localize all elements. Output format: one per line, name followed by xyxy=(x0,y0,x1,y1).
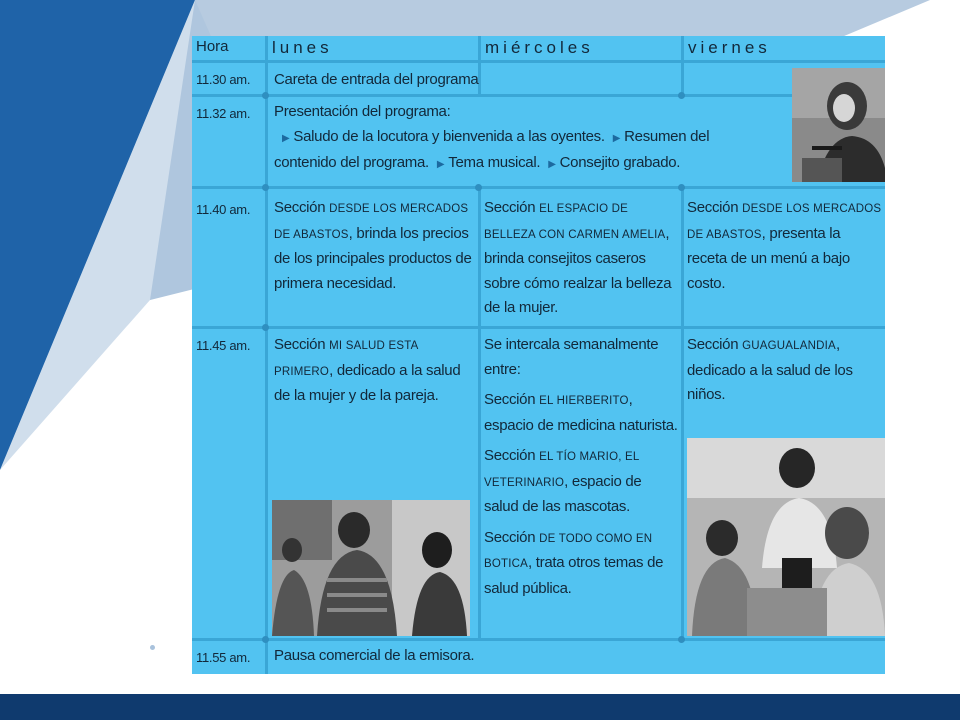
lunes-1145-cell: Sección MI SALUD ESTA PRIMERO, dedicado a la salud de la mujer y de la pareja. xyxy=(274,336,461,404)
presentacion-item: Resumen del xyxy=(624,127,710,145)
rotating-section: Sección EL HIERBERITO, espacio de medicina naturista. xyxy=(484,391,678,434)
header-hora: Hora xyxy=(196,38,229,55)
grid-line xyxy=(192,638,885,641)
presentacion-item: contenido del programa. xyxy=(274,154,429,171)
grid-line xyxy=(681,186,684,638)
section-name: MI SALUD ESTA PRIMERO xyxy=(274,340,418,378)
announcer-photo xyxy=(792,68,885,182)
header-lunes: lunes xyxy=(272,38,333,57)
section-description: espacio de salud de las mascotas. xyxy=(484,472,642,515)
grid-node xyxy=(262,324,269,331)
row-careta xyxy=(274,68,774,93)
triangle-bullet-icon: ▶ xyxy=(282,132,290,144)
triangle-bullet-icon: ▶ xyxy=(436,159,445,170)
grid-node xyxy=(262,636,269,643)
section-name: DE TODO COMO EN BOTICA xyxy=(484,532,653,570)
time-slot: 11.45 am. xyxy=(196,338,251,353)
viernes-1145-cell: Sección GUAGUALANDIA, dedicado a la salud de los niños. xyxy=(687,336,853,403)
header-miercoles: miércoles xyxy=(485,38,594,57)
section-description: espacio de medicina naturista. xyxy=(484,416,678,434)
rotating-section: Sección EL TÍO MARIO, EL VETERINARIO, espacio de salud de las mascotas. xyxy=(484,447,642,515)
lunes-1140-cell: Sección DESDE LOS MERCADOS DE ABASTOS, brinda los precios de los principales productos de primera necesidad. xyxy=(274,199,472,292)
presentacion-items-line2 xyxy=(274,151,784,178)
section-description: dedicado a la salud de los niños. xyxy=(687,361,853,403)
triangle-bullet-icon: ▶ xyxy=(612,132,621,144)
grid-line xyxy=(265,36,268,674)
time-slot: 11.55 am. xyxy=(196,650,251,665)
grid-node xyxy=(475,184,482,191)
presentacion-title: Presentación del programa: xyxy=(274,103,451,120)
row-pausa xyxy=(274,644,774,669)
time-slot: 11.40 am. xyxy=(196,202,251,217)
miercoles-1145-cell xyxy=(484,333,678,601)
section-description: brinda los precios de los principales productos de primera necesidad. xyxy=(274,224,472,292)
time-slot: 11.30 am. xyxy=(196,72,251,87)
time-slot: 11.32 am. xyxy=(196,106,251,121)
radio-schedule-table xyxy=(192,36,885,674)
presentacion-item: Consejito grabado. xyxy=(559,154,681,171)
section-name: DESDE LOS MERCADOS DE ABASTOS xyxy=(687,203,882,241)
section-name: DESDE LOS MERCADOS DE ABASTOS xyxy=(274,203,469,241)
miercoles-1140-cell: Sección EL ESPACIO DE BELLEZA CON CARMEN AMELIA, brinda consejitos caseros sobre cómo realzar la belleza de la mujer. xyxy=(484,199,672,316)
grid-line xyxy=(192,326,885,329)
section-prefix: Sección xyxy=(484,199,536,216)
rotation-intro: Se intercala semanalmente entre: xyxy=(484,336,659,378)
section-description: presenta la receta de un menú a bajo costo. xyxy=(687,224,850,292)
section-name: EL ESPACIO DE BELLEZA CON CARMEN AMELIA xyxy=(484,203,666,241)
section-prefix: Sección xyxy=(484,528,536,546)
grid-node xyxy=(678,184,685,191)
presentacion-items-line1 xyxy=(274,125,784,152)
consultation-photo-image xyxy=(272,500,470,636)
section-prefix: Sección xyxy=(687,336,739,353)
grid-line xyxy=(192,186,885,189)
section-description: brinda consejitos caseros sobre cómo realzar la belleza de la mujer. xyxy=(484,250,672,316)
section-description: dedicado a la salud de la mujer y de la pareja. xyxy=(274,361,461,404)
consultation-photo xyxy=(272,500,470,636)
row-presentacion xyxy=(274,100,784,178)
grid-line xyxy=(192,94,885,97)
section-prefix: Sección xyxy=(687,199,739,216)
section-prefix: Sección xyxy=(274,199,326,216)
header-viernes: viernes xyxy=(688,38,771,57)
section-name: EL HIERBERITO xyxy=(539,395,629,407)
rotating-section: Sección DE TODO COMO EN BOTICA, trata otros temas de salud pública. xyxy=(484,528,664,597)
grid-node xyxy=(678,92,685,99)
grid-node xyxy=(678,636,685,643)
presentacion-item: Tema musical. xyxy=(448,154,541,171)
section-name: EL TÍO MARIO, EL VETERINARIO xyxy=(484,451,640,489)
grid-line xyxy=(192,60,885,63)
presentacion-item: Saludo de la locutora y bienvenida a las oyentes. xyxy=(293,127,605,145)
grid-node xyxy=(262,184,269,191)
section-prefix: Sección xyxy=(484,447,536,464)
section-name: GUAGUALANDIA xyxy=(742,340,836,352)
section-prefix: Sección xyxy=(484,391,536,408)
bullet-dot xyxy=(150,645,155,650)
grid-line xyxy=(478,186,481,638)
grid-node xyxy=(262,92,269,99)
viernes-1140-cell: Sección DESDE LOS MERCADOS DE ABASTOS, presenta la receta de un menú a bajo costo. xyxy=(687,199,882,292)
group-photo xyxy=(687,438,885,636)
careta-text: Careta de entrada del programa xyxy=(274,71,479,88)
section-description: trata otros temas de salud pública. xyxy=(484,554,664,597)
footer-bar xyxy=(0,694,960,720)
triangle-bullet-icon: ▶ xyxy=(548,159,556,170)
group-photo-image xyxy=(687,438,885,636)
section-prefix: Sección xyxy=(274,336,326,353)
pausa-text: Pausa comercial de la emisora. xyxy=(274,647,475,664)
announcer-photo-image xyxy=(792,68,885,182)
